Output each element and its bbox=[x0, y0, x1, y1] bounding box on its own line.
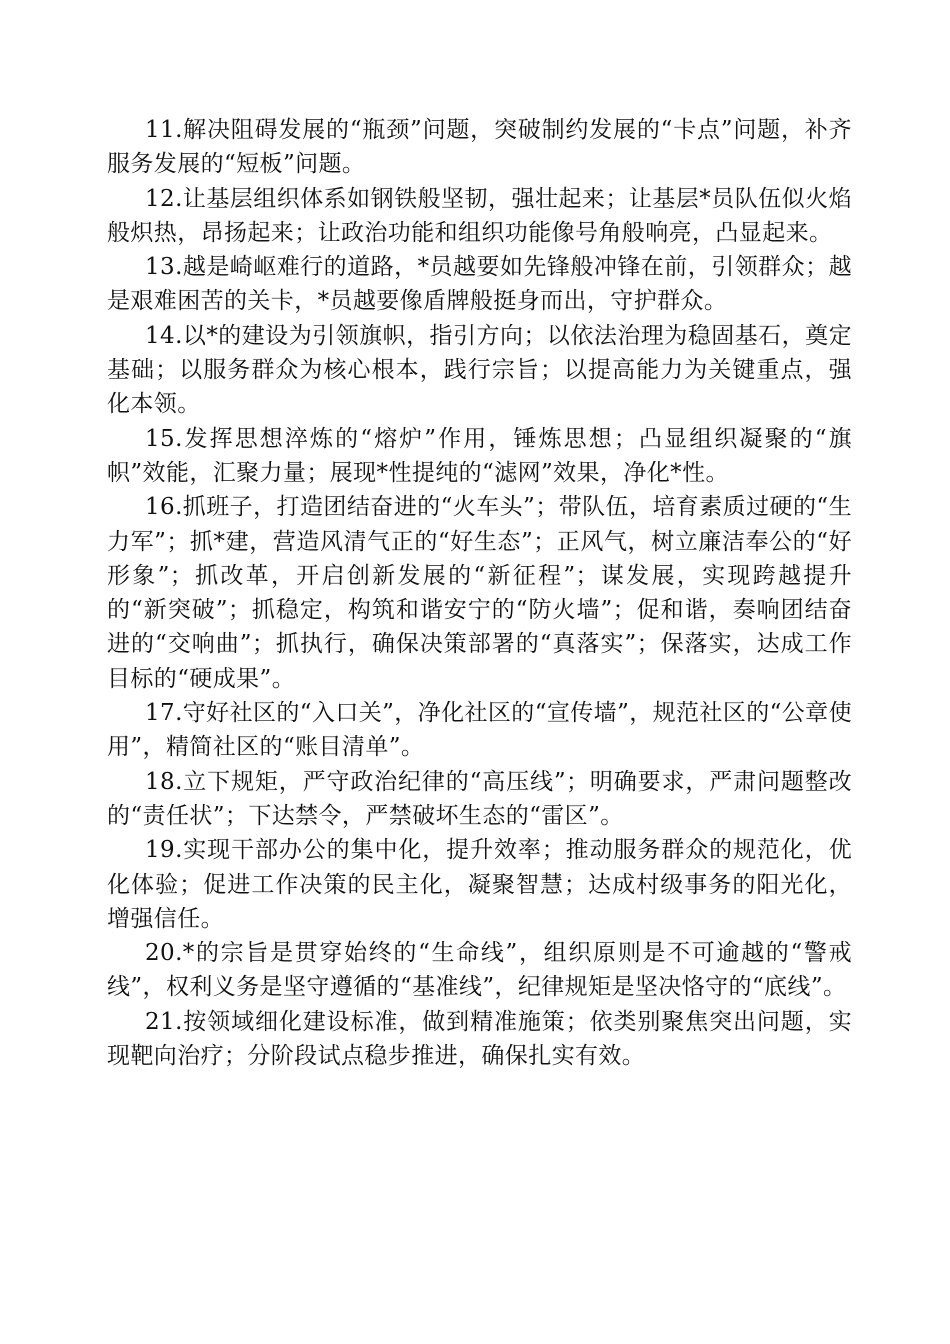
paragraph-17: 17.守好社区的“入口关”，净化社区的“宣传墙”，规范社区的“公章使用”，精简社区的“账目清单”。 bbox=[107, 700, 852, 761]
paragraph-11: 11.解决阻碍发展的“瓶颈”问题，突破制约发展的“卡点”问题，补齐服务发展的“短板”问题。 bbox=[107, 117, 852, 178]
paragraph-12: 12.让基层组织体系如钢铁般坚韧，强壮起来；让基层*员队伍似火焰般炽热，昂扬起来；让政治功能和组织功能像号角般响亮，凸显起来。 bbox=[107, 185, 852, 246]
paragraph-13: 13.越是崎岖难行的道路，*员越要如先锋般冲锋在前，引领群众；越是艰难困苦的关卡，*员越要像盾牌般挺身而出，守护群众。 bbox=[107, 254, 852, 315]
document-body bbox=[107, 113, 852, 1073]
paragraph-18: 18.立下规矩，严守政治纪律的“高压线”；明确要求，严肃问题整改的“责任状”；下达禁令，严禁破坏生态的“雷区”。 bbox=[107, 768, 852, 829]
paragraph-16: 16.抓班子，打造团结奋进的“火车头”；带队伍，培育素质过硬的“生力军”；抓*建，营造风清气正的“好生态”；正风气，树立廉洁奉公的“好形象”；抓改革，开启创新发展的“新征程”；谋发展，实现跨越提升的“新突破”；抓稳定，构筑和谐安宁的“防火墙”；促和谐，奏响团结奋进的“交响曲”；抓执行，确保决策部署的“真落实”；保落实，达成工作目标的“硬成果”。 bbox=[107, 494, 852, 692]
paragraph-20: 20.*的宗旨是贯穿始终的“生命线”，组织原则是不可逾越的“警戒线”，权利义务是坚守遵循的“基准线”，纪律规矩是坚决恪守的“底线”。 bbox=[107, 940, 852, 1001]
paragraph-21: 21.按领域细化建设标准，做到精准施策；依类别聚焦突出问题，实现靶向治疗；分阶段试点稳步推进，确保扎实有效。 bbox=[107, 1008, 852, 1070]
paragraph-19: 19.实现干部办公的集中化，提升效率；推动服务群众的规范化，优化体验；促进工作决策的民主化，凝聚智慧；达成村级事务的阳光化，增强信任。 bbox=[107, 837, 852, 932]
paragraph-14: 14.以*的建设为引领旗帜，指引方向；以依法治理为稳固基石，奠定基础；以服务群众为核心根本，践行宗旨；以提高能力为关键重点，强化本领。 bbox=[107, 322, 852, 418]
paragraph-15: 15.发挥思想淬炼的“熔炉”作用，锤炼思想；凸显组织凝聚的“旗帜”效能，汇聚力量；展现*性提纯的“滤网”效果，净化*性。 bbox=[107, 425, 852, 486]
